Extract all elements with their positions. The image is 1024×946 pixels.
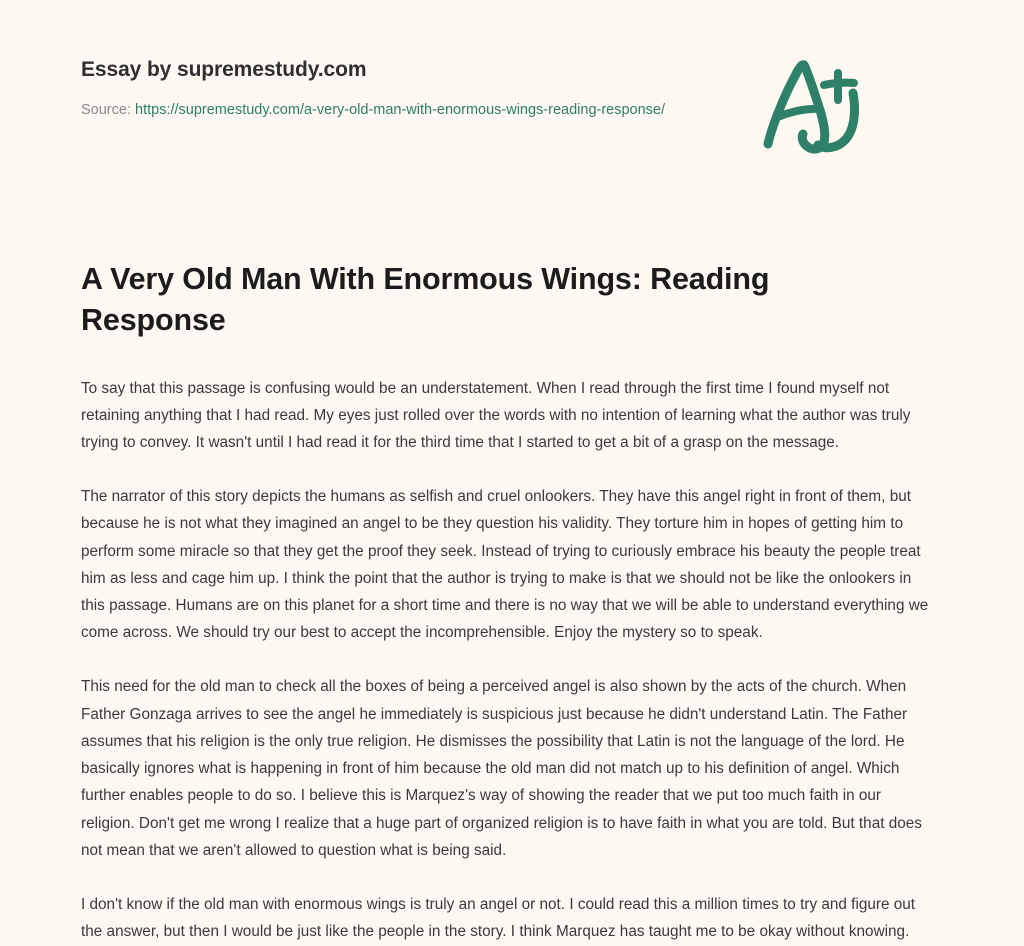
source-label: Source:: [81, 102, 131, 119]
essay-attribution: Essay by supremestudy.com: [81, 58, 367, 81]
source-line: [81, 99, 721, 122]
body-paragraph: I don't know if the old man with enormous wings is truly an angel or not. I could read this a million times to try and figure out the answer, but then I would be just like the people in the story. I think Marquez has taught me to be okay without knowing.: [81, 896, 916, 941]
source-url-link[interactable]: https://supremestudy.com/a-very-old-man-with-enormous-wings-reading-response/: [135, 102, 666, 119]
essay-body: [81, 341, 934, 946]
a-plus-logo-icon: [756, 52, 868, 156]
body-paragraph: The narrator of this story depicts the humans as selfish and cruel onlookers. They have this angel right in front of them, but because he is not what they imagined an angel to be they question his validity. They torture him in hopes of getting him to perform some miracle so that they get the proof they seek. Instead of trying to curiously embrace his beauty the people treat him as less and cage him up. I think the point that the author is trying to make is that we should not be like the onlookers in this passage. Humans are on this planet for a short time and there is no way that we will be able to understand everything we come across. We should try our best to accept the incomprehensible. Enjoy the mystery so to speak.: [81, 488, 929, 642]
page-title: A Very Old Man With Enormous Wings: Reading Response: [81, 261, 770, 337]
body-paragraph: To say that this passage is confusing would be an understatement. When I read through the first time I found myself not retaining anything that I had read. My eyes just rolled over the words with no intention of learning what the author was truly trying to convey. It wasn't until I had read it for the third time that I started to get a bit of a grasp on the message.: [81, 379, 911, 451]
body-paragraph: This need for the old man to check all the boxes of being a perceived angel is also shown by the acts of the church. When Father Gonzaga arrives to see the angel he immediately is suspicious just because he didn't understand Latin. The Father assumes that his religion is the only true religion. He dismisses the possibility that Latin is not the language of the lord. He basically ignores what is happening in front of him because the old man did not match up to his definition of angel. Which further enables people to do so. I believe this is Marquez's way of showing the reader that we put too much faith in our religion. Don't get me wrong I realize that a huge part of organized religion is to have faith in what you are told. But that does not mean that we aren't allowed to question what is being said.: [81, 678, 922, 859]
page-header: [81, 0, 943, 123]
